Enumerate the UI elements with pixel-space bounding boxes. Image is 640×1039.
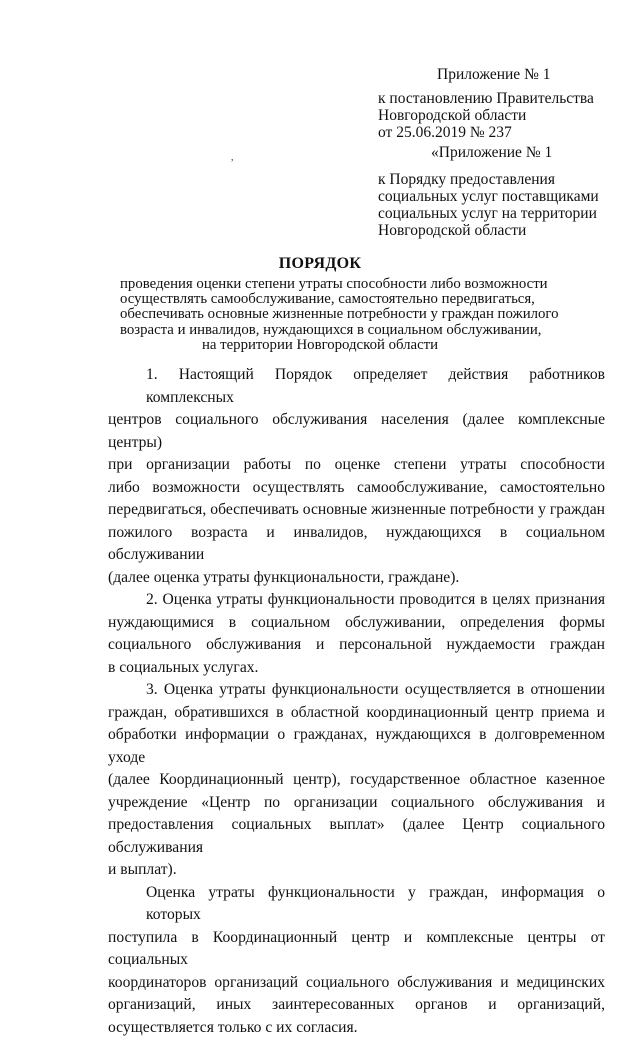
paragraph-line: Оценка утраты функциональности у граждан, информация о которых — [108, 882, 605, 927]
paragraph-1 — [108, 364, 605, 589]
paragraph-line: 1. Настоящий Порядок определяет действия работников комплексных — [108, 364, 605, 409]
paragraph-line: социального обслуживания и персональной нуждаемости граждан — [108, 634, 605, 657]
paragraph-line: поступила в Координационный центр и комплексные центры от социальных — [108, 927, 605, 972]
paragraph-line: 3. Оценка утраты функциональности осуществляется в отношении — [108, 679, 605, 702]
resolution-line: от 25.06.2019 № 237 — [378, 124, 594, 141]
paragraph-line: передвигаться, обеспечивать основные жизненные потребности у граждан — [108, 499, 605, 522]
paragraph-line: и выплат). — [108, 859, 605, 882]
resolution-line: к постановлению Правительства — [378, 90, 594, 107]
paragraph-line: граждан, обратившихся в областной координационный центр приема и — [108, 702, 605, 725]
paragraph-line: (далее Координационный центр), государственное областное казенное — [108, 769, 605, 792]
paragraph-line: пожилого возраста и инвалидов, нуждающихся в социальном обслуживании — [108, 522, 605, 567]
document-subtitle — [120, 277, 520, 353]
subtitle-line: возраста и инвалидов, нуждающихся в социальном обслуживании, — [120, 323, 520, 338]
subtitle-line: на территории Новгородской области — [120, 338, 520, 353]
paragraph-line: организаций, иных заинтересованных органов и организаций, — [108, 994, 605, 1017]
paragraph-line: учреждение «Центр по организации социального обслуживания и — [108, 792, 605, 815]
resolution-reference — [378, 90, 594, 141]
order-ref-line: к Порядку предоставления — [378, 171, 599, 188]
paragraph-3 — [108, 679, 605, 882]
paragraph-2 — [108, 589, 605, 679]
document-body — [108, 364, 605, 1039]
paragraph-line: нуждающимися в социальном обслуживании, определения формы — [108, 612, 605, 635]
subtitle-line: проведения оценки степени утраты способности либо возможности — [120, 277, 520, 292]
appendix-label: Приложение № 1 — [437, 66, 550, 84]
paragraph-line: в социальных услугах. — [108, 657, 605, 680]
stray-mark: , — [231, 152, 234, 163]
paragraph-4 — [108, 882, 605, 1039]
subtitle-line: обеспечивать основные жизненные потребности у граждан пожилого — [120, 307, 520, 322]
order-ref-line: социальных услуг на территории — [378, 205, 599, 222]
order-ref-line: социальных услуг поставщиками — [378, 188, 599, 205]
document-title: ПОРЯДОК — [0, 255, 640, 273]
order-ref-line: Новгородской области — [378, 222, 599, 239]
resolution-line: Новгородской области — [378, 107, 594, 124]
appendix-quoted-label: «Приложение № 1 — [431, 144, 552, 162]
paragraph-line: обработки информации о гражданах, нуждающихся в долговременном уходе — [108, 724, 605, 769]
paragraph-line: осуществляется только с их согласия. — [108, 1017, 605, 1039]
paragraph-line: 2. Оценка утраты функциональности проводится в целях признания — [108, 589, 605, 612]
paragraph-line: координаторов организаций социального обслуживания и медицинских — [108, 972, 605, 995]
paragraph-line: (далее оценка утраты функциональности, граждане). — [108, 567, 605, 590]
subtitle-line: осуществлять самообслуживание, самостоятельно передвигаться, — [120, 292, 520, 307]
paragraph-line: либо возможности осуществлять самообслуживание, самостоятельно — [108, 477, 605, 500]
paragraph-line: предоставления социальных выплат» (далее Центр социального обслуживания — [108, 814, 605, 859]
paragraph-line: центров социального обслуживания населения (далее комплексные центры) — [108, 409, 605, 454]
order-reference — [378, 171, 599, 239]
paragraph-line: при организации работы по оценке степени утраты способности — [108, 454, 605, 477]
